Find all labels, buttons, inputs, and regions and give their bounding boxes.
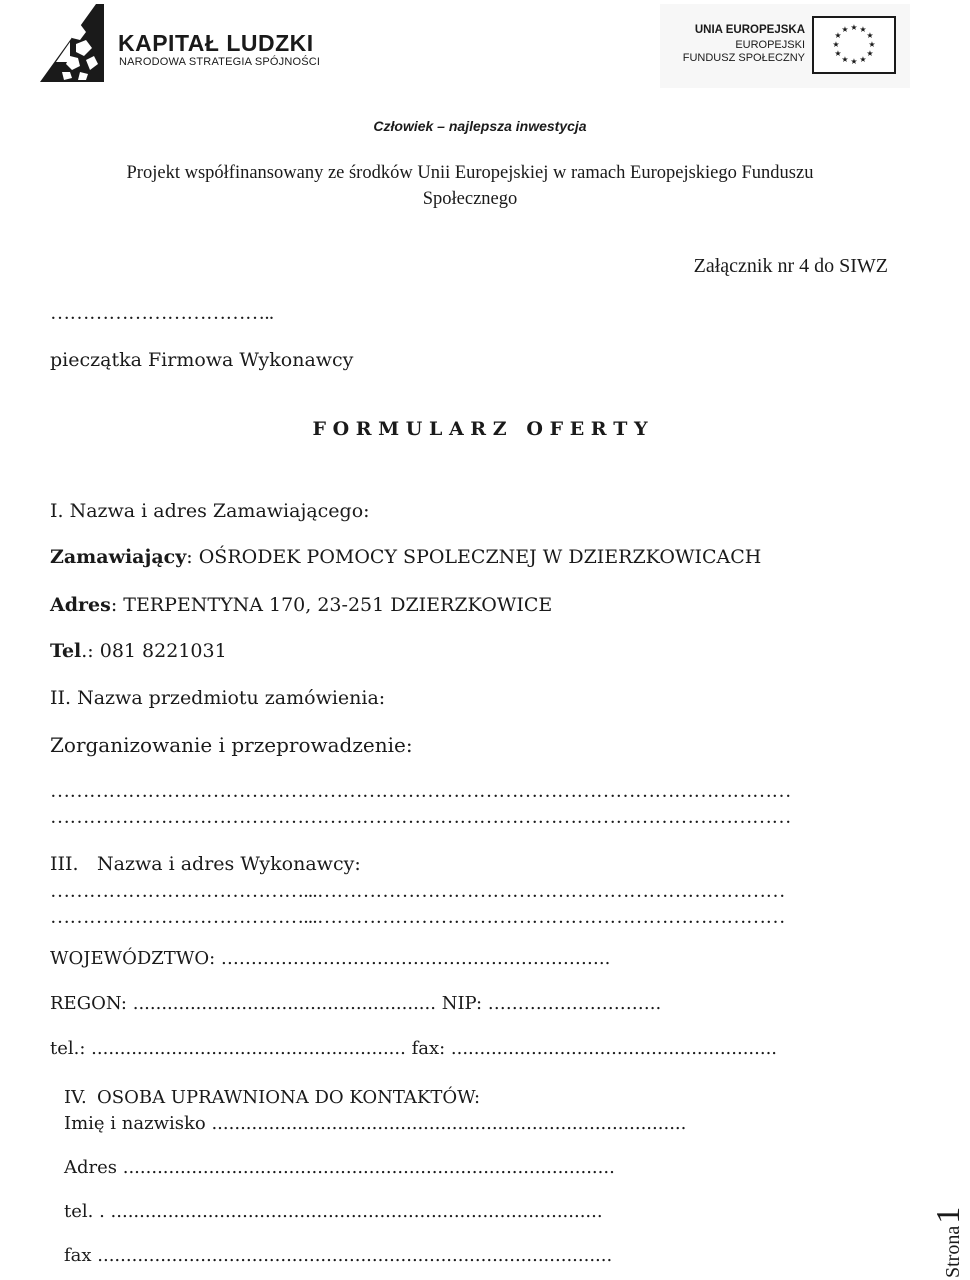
- section2-heading: II. Nazwa przedmiotu zamówienia:: [50, 687, 386, 709]
- page-number: 1: [930, 1206, 967, 1224]
- section4-number: IV.: [64, 1087, 87, 1108]
- tel-line: [50, 640, 227, 662]
- svg-text:★: ★: [834, 49, 842, 58]
- orderer-value: : OŚRODEK POMOCY SPOLECZNEJ W DZIERZKOWICACH: [186, 546, 762, 568]
- orderer-line: [50, 546, 761, 568]
- attachment-label: Załącznik nr 4 do SIWZ: [693, 255, 888, 277]
- form-title: F O R M U L A R Z O F E R T Y: [312, 418, 648, 440]
- orderer-label: Zamawiający: [50, 546, 187, 568]
- kapital-ludzki-subtitle: NARODOWA STRATEGIA SPÓJNOŚCI: [119, 56, 321, 68]
- section1-heading: I. Nazwa i adres Zamawiającego:: [50, 500, 370, 522]
- svg-text:★: ★: [859, 25, 867, 34]
- tel-fax-field[interactable]: tel.: ....................................................... fax: .........................................................: [50, 1038, 778, 1059]
- eu-logo-line3: FUNDUSZ SPOŁECZNY: [682, 52, 805, 64]
- kapital-ludzki-title: KAPITAŁ LUDZKI: [118, 30, 314, 56]
- svg-text:★: ★: [859, 55, 867, 64]
- contact-fax-field[interactable]: fax ..........................................................................................: [64, 1245, 613, 1266]
- svg-text:★: ★: [866, 49, 874, 58]
- section3-number: III.: [50, 853, 79, 875]
- svg-text:★: ★: [841, 25, 849, 34]
- contact-address-field[interactable]: Adres ......................................................................................: [64, 1157, 615, 1178]
- kapital-ludzki-logo-icon: [40, 4, 104, 84]
- contact-name-field[interactable]: Imię i nazwisko ...................................................................................: [64, 1113, 687, 1134]
- contractor-fill-line2[interactable]: …………………………………...………………………………………………………………: [50, 906, 785, 928]
- contact-tel-field[interactable]: tel. . ......................................................................................: [64, 1201, 603, 1222]
- svg-text:★: ★: [866, 31, 874, 40]
- tel-value: .: 081 8221031: [81, 640, 227, 662]
- section3-heading: Nazwa i adres Wykonawcy:: [97, 853, 361, 875]
- svg-text:★: ★: [841, 55, 849, 64]
- stamp-dots: ……………………………..: [50, 302, 274, 324]
- subject-fill-line2[interactable]: ……………………………………………………………………………………………………: [50, 806, 791, 828]
- svg-text:★: ★: [832, 40, 840, 49]
- project-funding-line2: Społecznego: [422, 189, 518, 209]
- eu-logo-line1: UNIA EUROPEJSKA: [694, 24, 805, 36]
- address-label: Adres: [50, 594, 111, 616]
- page-label: Strona: [942, 1225, 964, 1278]
- svg-text:★: ★: [868, 40, 876, 49]
- tel-label: Tel: [50, 640, 82, 662]
- svg-text:★: ★: [850, 23, 858, 32]
- stamp-label: pieczątka Firmowa Wykonawcy: [50, 349, 354, 371]
- contractor-fill-line1[interactable]: …………………………………...………………………………………………………………: [50, 880, 785, 902]
- motto: Człowiek – najlepsza inwestycja: [373, 118, 587, 134]
- voivodeship-field[interactable]: WOJEWÓDZTWO: ………………………………………………………..: [50, 948, 611, 969]
- section4-heading: OSOBA UPRAWNIONA DO KONTAKTÓW:: [97, 1087, 481, 1108]
- page-footer: [930, 1208, 970, 1278]
- regon-nip-field[interactable]: REGON: ..................................................... NIP: ………………………..: [50, 993, 662, 1014]
- address-line: [50, 594, 552, 616]
- svg-text:★: ★: [850, 57, 858, 66]
- eu-logo-line2: EUROPEJSKI: [735, 39, 805, 51]
- project-funding-line1: Projekt współfinansowany ze środków Unii Europejskiej w ramach Europejskiego Funduszu: [126, 163, 814, 183]
- eu-flag-icon: [812, 16, 896, 74]
- svg-text:★: ★: [834, 31, 842, 40]
- subject-label: Zorganizowanie i przeprowadzenie:: [50, 733, 413, 757]
- address-value: : TERPENTYNA 170, 23-251 DZIERZKOWICE: [110, 594, 553, 616]
- subject-fill-line1[interactable]: ……………………………………………………………………………………………………: [50, 780, 791, 802]
